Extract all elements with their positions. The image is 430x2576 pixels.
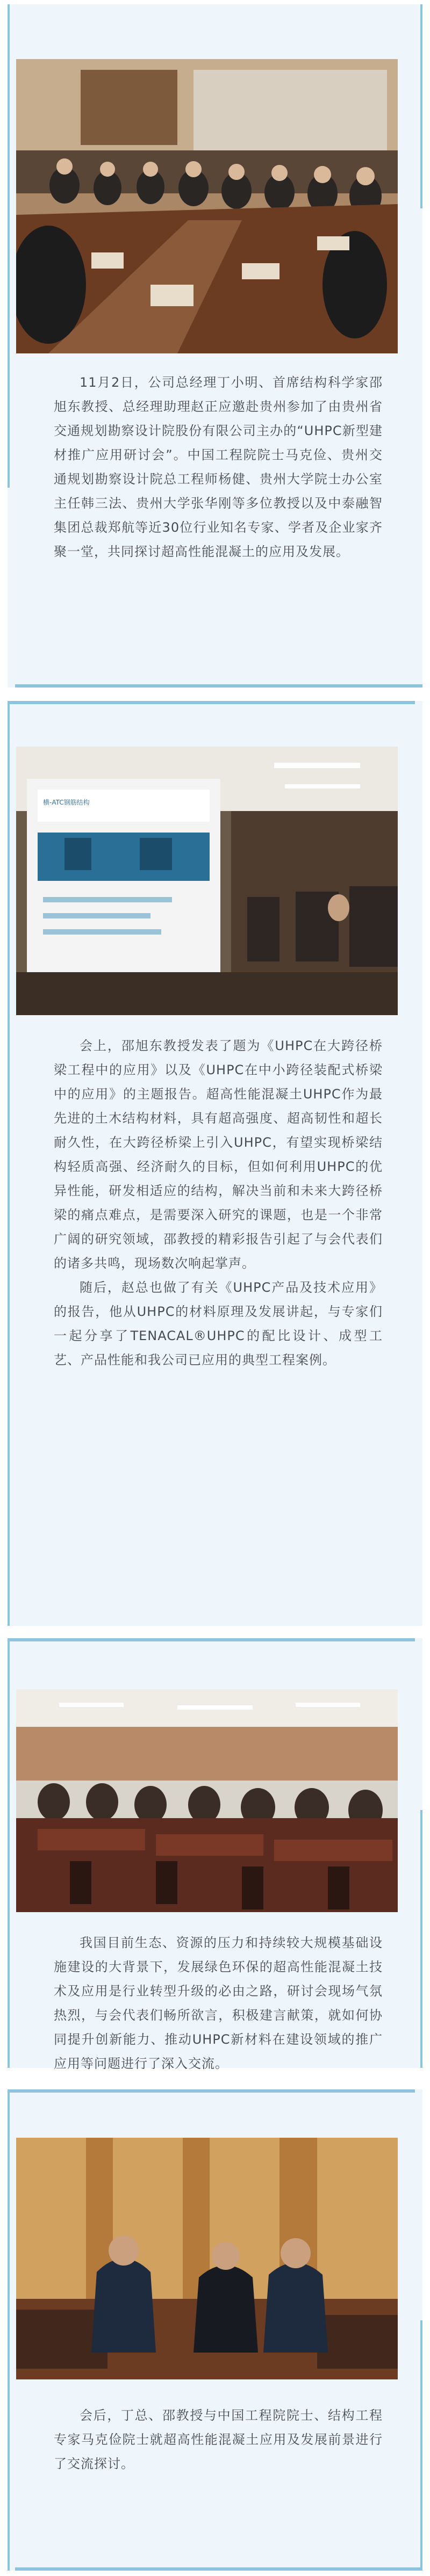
frame-top-line: [8, 701, 415, 704]
frame-top-line: [8, 2089, 415, 2093]
paragraph: 会后，丁总、邵教授与中国工程院院士、结构工程专家马克俭院士就超高性能混凝土应用及发展前景进行了交流探讨。: [54, 2408, 383, 2471]
article-text-4: [54, 2404, 383, 2476]
paragraph: 会上，邵旭东教授发表了题为《UHPC在大跨径桥梁工程中的应用》以及《UHPC在中小跨径装配式桥梁中的应用》的主题报告。超高性能混凝土UHPC作为最先进的土木结构材料，具有超高强度、超高韧性和超长耐久性，在大跨径桥梁上引入UHPC，有望实现桥梁结构轻质高强、经济耐久的目标，但如何利用UHPC的优异性能，研发相适应的结构，解决当前和未来大跨径桥梁的痛点难点，是需要深入研究的课题，也是一个非常广阔的研究领域，邵教授的精彩报告引起了与会代表们的诸多共鸣，现场数次响起掌声。: [54, 1038, 383, 1271]
article-text-2: [54, 1034, 383, 1372]
article-text-3: [54, 1931, 383, 2076]
meeting-room-photo: [16, 59, 398, 353]
slide-title: 横-ATC钢筋结构: [43, 799, 90, 806]
frame-left-line: [8, 701, 10, 1626]
frame-bottom-line: [15, 2567, 422, 2571]
article-text-1: [54, 371, 383, 564]
frame-left-line: [8, 2089, 10, 2571]
paragraph: 11月2日，公司总经理丁小明、首席结构科学家邵旭东教授、总经理助理赵正应邀赴贵州参加了由贵州省交通规划勘察设计院股份有限公司主办的“UHPC新型建材推广应用研讨会”。中国工程院院士马克俭、贵州交通规划勘察设计院总工程师杨健、贵州大学院士办公室主任韩三法、贵州大学张华刚等多位教授以及中泰融智集团总裁郑航等近30位行业知名专家、学者及企业家齐聚一堂，共同探讨超高性能混凝土的应用及发展。: [54, 375, 383, 559]
paragraph: 随后，赵总也做了有关《UHPC产品及技术应用》的报告，他从UHPC的材料原理及发展讲起，与专家们一起分享了TENACAL®UHPC的配比设计、成型工艺、产品性能和我公司已应用的典型工程案例。: [54, 1280, 383, 1367]
frame-right-line: [420, 2320, 422, 2571]
frame-bottom-line: [15, 684, 422, 688]
frame-left-line: [8, 1638, 10, 2068]
audience-hall-photo: [16, 1689, 398, 1912]
three-people-photo: [16, 2138, 398, 2379]
frame-top-line: [8, 1638, 415, 1641]
presentation-screen-photo: [16, 747, 398, 1015]
paragraph: 我国目前生态、资源的压力和持续较大规模基础设施建设的大背景下，发展绿色环保的超高性能混凝土技术及应用是行业转型升级的必由之路，研讨会现场气氛热烈，与会代表们畅所欲言，积极建言献策，就如何协同提升创新能力、推动UHPC新材料在建设领域的推广应用等问题进行了深入交流。: [54, 1935, 383, 2071]
frame-left-line: [8, 4, 10, 488]
frame-right-line: [420, 1810, 422, 2068]
frame-right-line: [420, 4, 422, 208]
